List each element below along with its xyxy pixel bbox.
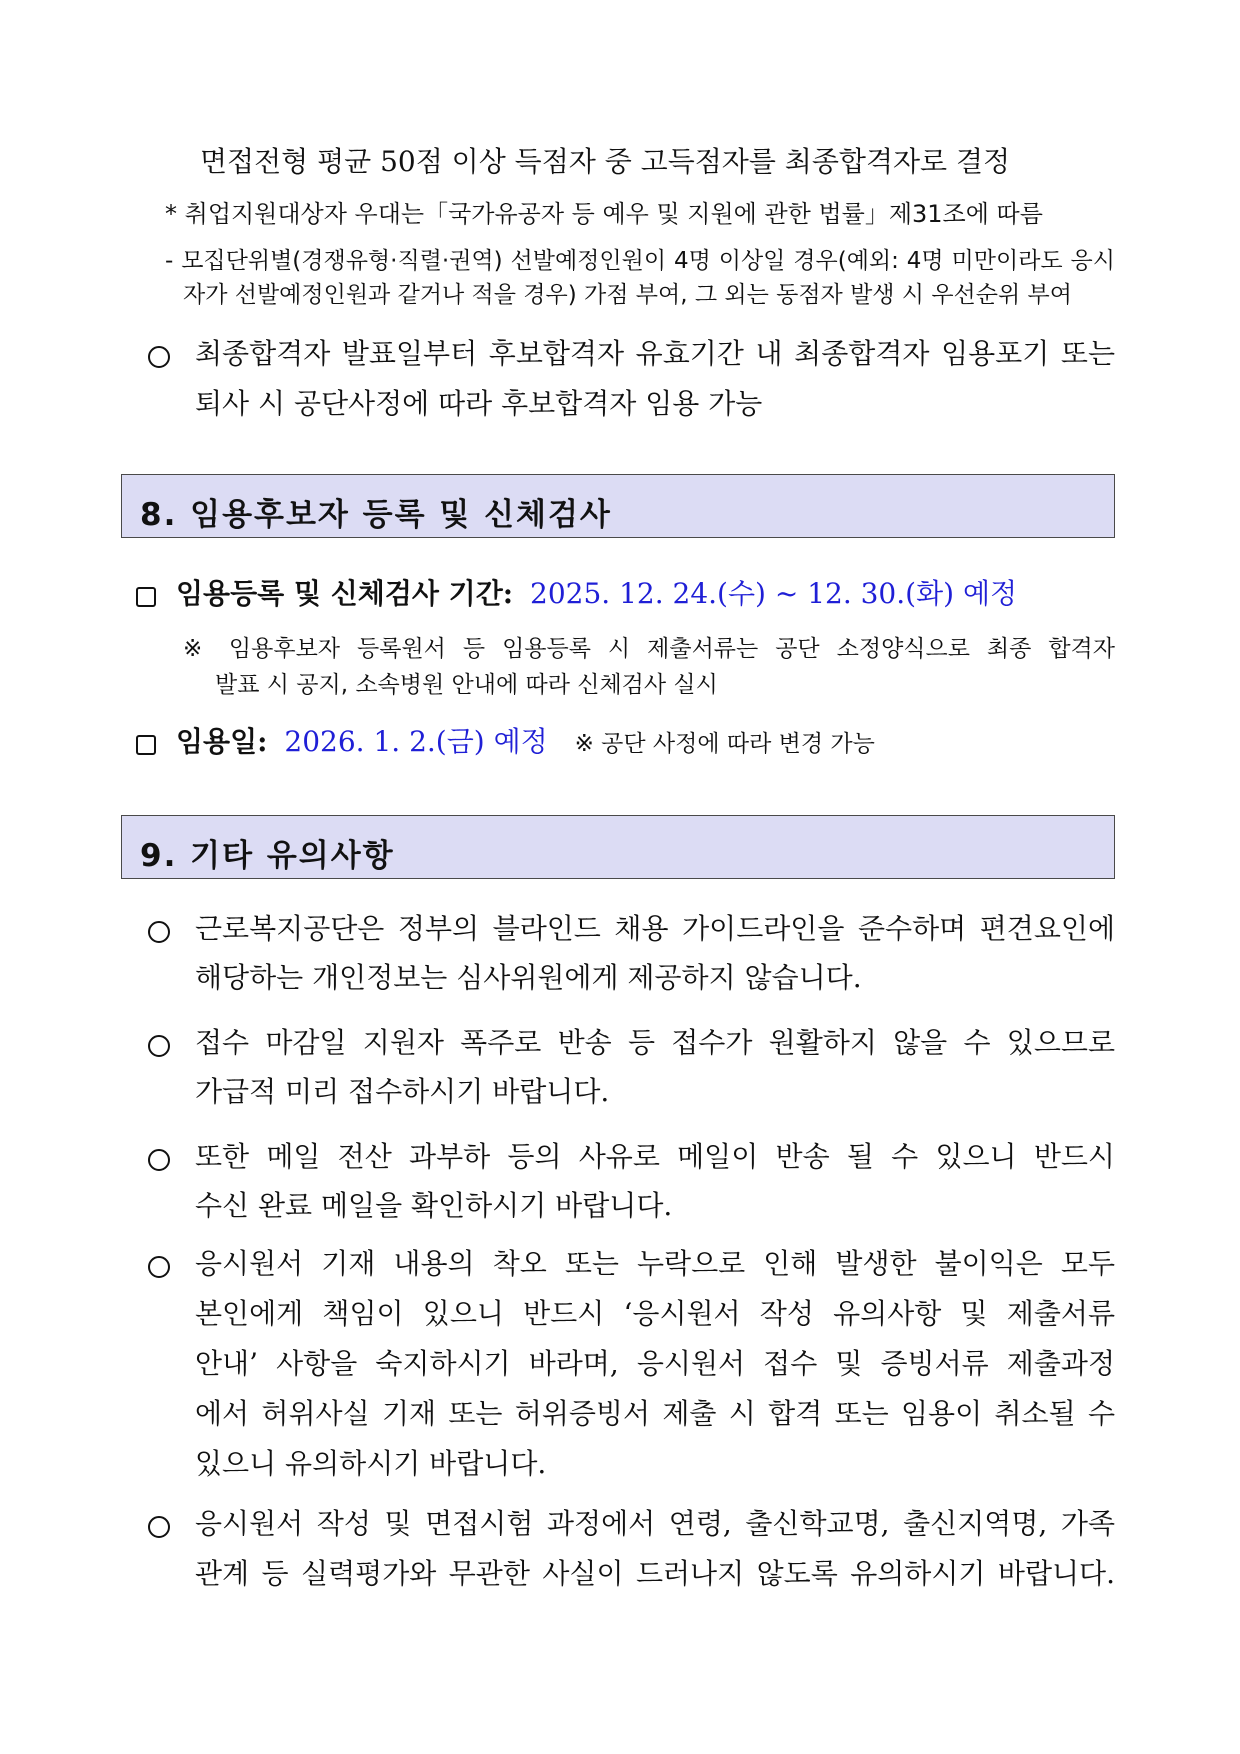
email-check-text-line1: 또한 메일 전산 과부하 등의 사유로 메일이 반송 될 수 있으니 반드시 bbox=[195, 1140, 1115, 1173]
substitute-hire-text-line2: 퇴사 시 공단사정에 따라 후보합격자 임용 가능 bbox=[195, 387, 763, 420]
registration-period-value: 2025. 12. 24.(수) ~ 12. 30.(화) 예정 bbox=[530, 577, 1018, 610]
appointment-date-value: 2026. 1. 2.(금) 예정 bbox=[284, 725, 548, 758]
square-bullet-icon bbox=[136, 587, 156, 607]
blind-hiring-text-line2: 해당하는 개인정보는 심사위원에게 제공하지 않습니다. bbox=[195, 961, 862, 994]
registration-period-label: 임용등록 및 신체검사 기간: bbox=[176, 577, 514, 610]
personal-info-text-line2: 관계 등 실력평가와 무관한 사실이 드러나지 않도록 유의하시기 바랍니다. bbox=[195, 1557, 1115, 1590]
application-error-text-line5: 있으니 유의하시기 바랍니다. bbox=[195, 1447, 547, 1480]
circle-bullet-icon bbox=[148, 1256, 170, 1278]
appointment-date-row bbox=[176, 725, 875, 758]
circle-bullet-icon bbox=[148, 921, 170, 943]
email-check-text-line2: 수신 완료 메일을 확인하시기 바랍니다. bbox=[195, 1189, 673, 1222]
appointment-date-label: 임용일: bbox=[176, 725, 268, 758]
veteran-preference-note: * 취업지원대상자 우대는「국가유공자 등 예우 및 지원에 관한 법률」제31조에 따름 bbox=[165, 200, 1043, 228]
registration-note-line2: 발표 시 공지, 소속병원 안내에 따라 신체검사 실시 bbox=[215, 672, 718, 698]
blind-hiring-text-line1: 근로복지공단은 정부의 블라인드 채용 가이드라인을 준수하며 편견요인에 bbox=[195, 912, 1115, 945]
circle-bullet-icon bbox=[148, 1516, 170, 1538]
result-criteria-text: 면접전형 평균 50점 이상 득점자 중 고득점자를 최종합격자로 결정 bbox=[200, 145, 1011, 178]
section-8-header bbox=[121, 474, 1115, 538]
circle-bullet-icon bbox=[148, 346, 170, 368]
registration-note-line1: ※ 임용후보자 등록원서 등 임용등록 시 제출서류는 공단 소정양식으로 최종 합격자 bbox=[183, 636, 1115, 662]
application-error-text-line4: 에서 허위사실 기재 또는 허위증빙서 제출 시 합격 또는 임용이 취소될 수 bbox=[195, 1397, 1115, 1430]
bonus-point-note-line2: 자가 선발예정인원과 같거나 적을 경우) 가점 부여, 그 외는 동점자 발생 시 우선순위 부여 bbox=[183, 282, 1072, 308]
application-error-text-line3: 안내’ 사항을 숙지하시기 바라며, 응시원서 접수 및 증빙서류 제출과정 bbox=[195, 1347, 1115, 1380]
appointment-date-note: ※ 공단 사정에 따라 변경 가능 bbox=[574, 731, 875, 757]
circle-bullet-icon bbox=[148, 1035, 170, 1057]
application-error-text-line2: 본인에게 책임이 있으니 반드시 ‘응시원서 작성 유의사항 및 제출서류 bbox=[195, 1297, 1115, 1330]
early-submission-text-line2: 가급적 미리 접수하시기 바랍니다. bbox=[195, 1075, 610, 1108]
early-submission-text-line1: 접수 마감일 지원자 폭주로 반송 등 접수가 원활하지 않을 수 있으므로 bbox=[195, 1026, 1115, 1059]
section-9-header bbox=[121, 815, 1115, 879]
personal-info-text-line1: 응시원서 작성 및 면접시험 과정에서 연령, 출신학교명, 출신지역명, 가족 bbox=[195, 1507, 1115, 1540]
application-error-text-line1: 응시원서 기재 내용의 착오 또는 누락으로 인해 발생한 불이익은 모두 bbox=[195, 1247, 1115, 1280]
bonus-point-note-line1: - 모집단위별(경쟁유형·직렬·권역) 선발예정인원이 4명 이상일 경우(예외: 4명 미만이라도 응시 bbox=[165, 248, 1115, 274]
square-bullet-icon bbox=[136, 735, 156, 755]
section-8-title: 8. 임용후보자 등록 및 신체검사 bbox=[140, 497, 612, 533]
section-9-title: 9. 기타 유의사항 bbox=[140, 838, 395, 874]
substitute-hire-text-line1: 최종합격자 발표일부터 후보합격자 유효기간 내 최종합격자 임용포기 또는 bbox=[195, 337, 1115, 370]
registration-period-row bbox=[176, 577, 1018, 610]
circle-bullet-icon bbox=[148, 1149, 170, 1171]
